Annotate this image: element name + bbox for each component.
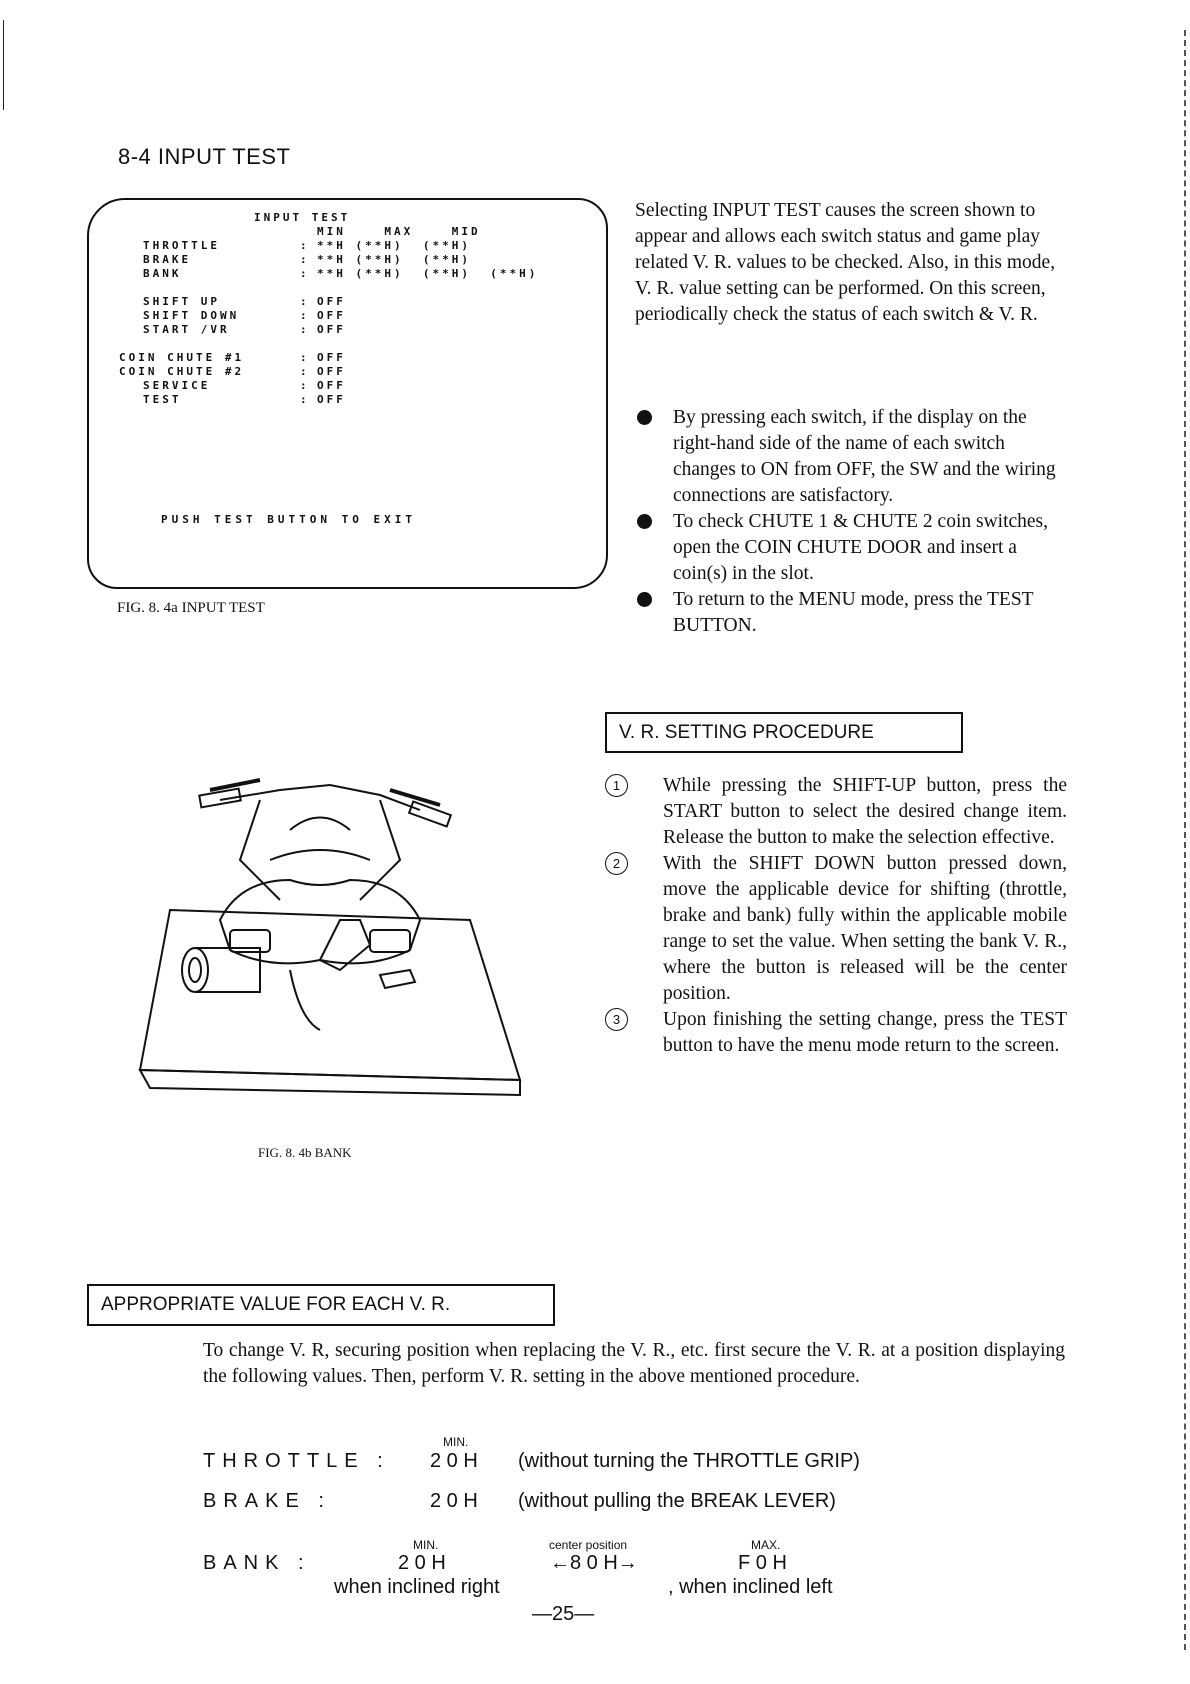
bullet-icon [637,514,652,529]
screen-row-value: OFF [317,365,346,378]
screen-row-value: OFF [317,295,346,308]
screen-row-name: TEST [143,393,182,406]
step-number: 3 [605,1008,628,1031]
screen-row-name: BANK [143,267,182,280]
screen-row-name: COIN CHUTE #1 [119,351,245,364]
screen-row-sep: : [300,365,310,378]
figure-caption-bank: FIG. 8. 4b BANK [258,1145,352,1160]
step-number: 2 [605,852,628,875]
intro-paragraph: Selecting INPUT TEST causes the screen shown to appear and allows each switch status and game play related V. R. values to be checked. Also, in this mode, V. R. value setting can be performed. On this screen, periodically check the status of each switch & V. R. [635,200,1056,325]
list-item: 1 While pressing the SHIFT-UP button, press the START button to select the desired change item. Release the button to make the selection effective. [605,773,1067,851]
screen-row-value: OFF [317,309,346,322]
input-test-screen [87,198,608,589]
check-bullets [635,405,1065,639]
screen-columns: MIN MAX MID [317,225,481,238]
step-number: 1 [605,774,628,797]
bank-max-label: MAX. [751,1538,781,1552]
screen-row-value: OFF [317,393,346,406]
scan-edge-right [1182,30,1186,1650]
bank-label: BANK : [203,1552,311,1574]
throttle-note: (without turning the THROTTLE GRIP) [518,1450,860,1472]
screen-row-name: SHIFT DOWN [143,309,240,322]
screen-row-name: START /VR [143,323,230,336]
brake-label: BRAKE : [203,1490,331,1512]
vr-setting-heading: V. R. SETTING PROCEDURE [605,712,963,753]
screen-row-value: OFF [317,323,346,336]
screen-row-sep: : [300,393,310,406]
screen-row-sep: : [300,295,310,308]
screen-row-value: OFF [317,351,346,364]
screen-row-name: BRAKE [143,253,192,266]
throttle-value: 2 0 H [430,1450,478,1472]
bank-max-note: , when inclined left [668,1576,833,1598]
throttle-label: THROTTLE : [203,1450,390,1472]
list-item: To return to the MENU mode, press the TEST BUTTON. [635,587,1065,639]
screen-heading: INPUT TEST [254,211,351,224]
screen-footer: PUSH TEST BUTTON TO EXIT [161,513,416,526]
bank-min-note: when inclined right [334,1576,500,1598]
list-item: By pressing each switch, if the display on the right-hand side of the name of each switch changes to ON from OFF, the SW and the wiring connections are satisfactory. [635,405,1065,509]
screen-row-sep: : [300,267,310,280]
list-item: 3 Upon finishing the setting change, press the TEST button to have the menu mode return to the screen. [605,1007,1067,1059]
screen-row-sep: : [300,239,310,252]
throttle-min-label: MIN. [443,1435,469,1449]
screen-row-sep: : [300,351,310,364]
vr-setting-steps [605,773,1067,1059]
base-platform [140,910,520,1080]
list-item: To check CHUTE 1 & CHUTE 2 coin switches, open the COIN CHUTE DOOR and insert a coin(s) in the slot. [635,509,1065,587]
brake-value: 2 0 H [430,1490,478,1512]
list-item: 2 With the SHIFT DOWN button pressed down, move the applicable device for shifting (throttle, brake and bank) fully within the applicable mobile range to set the value. When setting the bank V. R., where the button is released will be the center position. [605,851,1067,1007]
section-title: 8-4 INPUT TEST [118,144,291,169]
bank-center-value: ←8 0 H→ [550,1552,638,1574]
bank-center-label: center position [549,1538,628,1552]
screen-row-sep: : [300,379,310,392]
screen-row-sep: : [300,309,310,322]
bank-min-label: MIN. [413,1538,439,1552]
screen-row-sep: : [300,253,310,266]
bank-max-value: F 0 H [738,1552,787,1574]
screen-row-sep: : [300,323,310,336]
screen-row-value: **H (**H) (**H) [317,253,471,266]
brake-note: (without pulling the BREAK LEVER) [518,1490,836,1512]
bank-illustration [110,770,540,1100]
screen-row-value: OFF [317,379,346,392]
bank-min-value: 2 0 H [398,1552,446,1574]
bullet-icon [637,592,652,607]
screen-row-name: SHIFT UP [143,295,220,308]
vr-replacement-paragraph: To change V. R, securing position when replacing the V. R., etc. first secure the V. R. at a position displaying the following values. Then, perform V. R. setting in the above mentioned procedure. [203,1340,1065,1387]
scan-edge-left [3,20,4,110]
bullet-icon [637,410,652,425]
screen-row-value: **H (**H) (**H) (**H) [317,267,539,280]
screen-row-value: **H (**H) (**H) [317,239,471,252]
screen-row-name: COIN CHUTE #2 [119,365,245,378]
screen-row-name: SERVICE [143,379,211,392]
appropriate-value-heading: APPROPRIATE VALUE FOR EACH V. R. [87,1284,555,1326]
figure-caption-input-test: FIG. 8. 4a INPUT TEST [117,600,265,616]
page-number: —25— [532,1603,595,1625]
screen-row-name: THROTTLE [143,239,220,252]
